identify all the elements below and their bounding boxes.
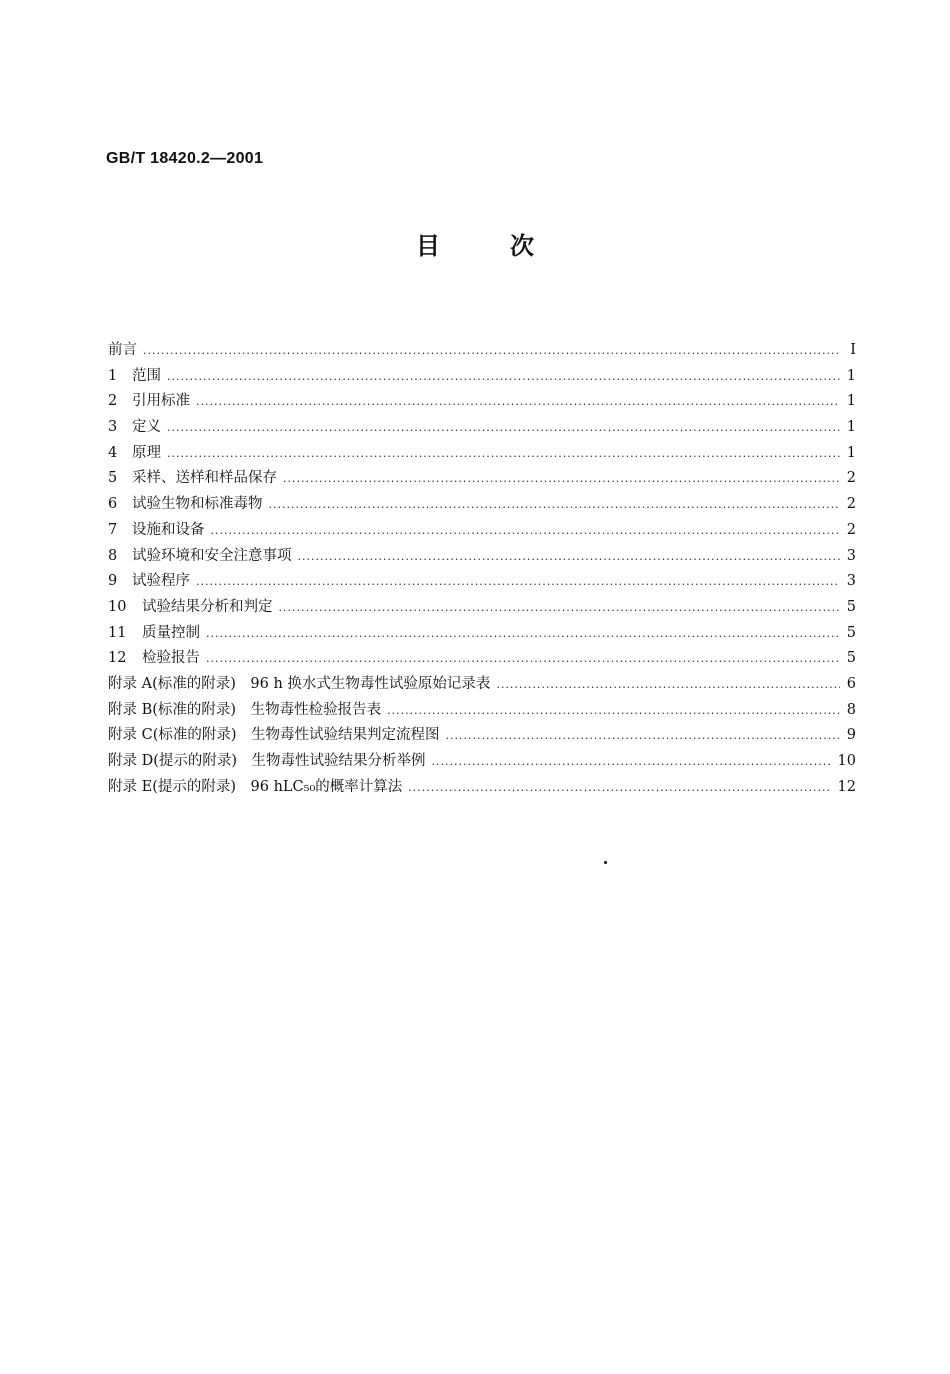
toc-page: 1	[846, 393, 856, 410]
toc-page: 5	[846, 650, 856, 667]
toc-page: 5	[846, 598, 856, 615]
toc-entry-12[interactable]	[108, 646, 856, 672]
toc-number: 2	[108, 393, 118, 410]
toc-page: 9	[846, 727, 856, 744]
toc-label: 范围	[132, 367, 161, 384]
toc-leader	[408, 781, 831, 794]
toc-entry-5[interactable]	[108, 466, 856, 492]
toc-number: 9	[108, 573, 118, 590]
toc-page: 1	[846, 367, 856, 384]
toc-leader	[446, 729, 840, 742]
toc-label: 附录 D(提示的附录) 生物毒性试验结果分析举例	[108, 753, 426, 769]
toc-entry-foreword[interactable]	[108, 338, 856, 364]
toc-entry-appendix-b[interactable]	[108, 698, 856, 724]
toc-entry-6[interactable]	[108, 492, 856, 518]
toc-leader	[387, 704, 840, 717]
toc-entry-1[interactable]	[108, 364, 856, 390]
toc-label: 附录 B(标准的附录) 生物毒性检验报告表	[108, 701, 382, 718]
toc-entry-7[interactable]	[108, 518, 856, 544]
toc-entry-4[interactable]	[108, 441, 856, 467]
toc-label: 附录 A(标准的附录) 96 h 换水式生物毒性试验原始记录表	[108, 675, 491, 692]
toc-page: 8	[846, 701, 856, 718]
toc-leader	[279, 601, 841, 614]
page-title: 目次	[416, 231, 604, 260]
toc-leader	[269, 498, 841, 511]
toc-leader	[167, 421, 840, 434]
toc-page: 1	[846, 444, 856, 461]
toc-page: 12	[837, 778, 856, 795]
toc-label: 设施和设备	[132, 521, 205, 538]
toc-leader	[211, 524, 841, 537]
toc-entry-10[interactable]	[108, 595, 856, 621]
toc-entry-appendix-e[interactable]	[108, 775, 856, 801]
toc-leader	[167, 370, 840, 383]
toc-page: I	[850, 342, 856, 358]
toc-page: 3	[846, 573, 856, 590]
toc-page: 2	[846, 521, 856, 538]
toc-number: 10	[108, 598, 127, 615]
scan-speck	[604, 861, 607, 864]
toc-entry-2[interactable]	[108, 389, 856, 415]
toc-leader	[206, 627, 840, 640]
toc-label: 质量控制	[142, 624, 200, 641]
toc-label: 前言	[108, 342, 137, 358]
toc-label: 原理	[132, 444, 161, 461]
toc-page: 10	[837, 753, 856, 769]
toc-number: 8	[108, 547, 118, 564]
toc-label: 试验程序	[132, 573, 190, 590]
toc-page: 3	[846, 547, 856, 564]
toc-label: 检验报告	[142, 650, 200, 667]
toc-leader	[283, 472, 840, 485]
toc-label: 试验环境和安全注意事项	[132, 547, 292, 564]
toc-leader	[196, 395, 840, 408]
table-of-contents	[108, 338, 856, 800]
toc-label: 引用标准	[132, 393, 190, 410]
toc-leader	[496, 678, 840, 691]
toc-page: 5	[846, 624, 856, 641]
toc-leader	[432, 755, 832, 768]
toc-number: 11	[108, 624, 127, 641]
toc-label: 附录 C(标准的附录) 生物毒性试验结果判定流程图	[108, 727, 440, 744]
toc-entry-11[interactable]	[108, 621, 856, 647]
toc-number: 4	[108, 444, 118, 461]
toc-page: 1	[846, 419, 856, 436]
toc-label: 试验生物和标准毒物	[132, 496, 263, 513]
toc-entry-appendix-c[interactable]	[108, 723, 856, 749]
toc-label: 定义	[132, 419, 161, 436]
toc-number: 7	[108, 521, 118, 538]
toc-leader	[167, 447, 840, 460]
toc-entry-8[interactable]	[108, 544, 856, 570]
toc-page: 6	[846, 675, 856, 692]
toc-leader	[196, 575, 840, 588]
toc-leader	[206, 652, 840, 665]
toc-entry-3[interactable]	[108, 415, 856, 441]
toc-entry-9[interactable]	[108, 569, 856, 595]
toc-label: 试验结果分析和判定	[142, 598, 273, 615]
standard-code: GB/T 18420.2—2001	[106, 150, 264, 167]
toc-number: 6	[108, 496, 118, 513]
toc-number: 5	[108, 470, 118, 487]
toc-leader	[143, 344, 840, 357]
toc-label: 采样、送样和样品保存	[132, 470, 277, 487]
toc-leader	[298, 550, 841, 563]
toc-number: 3	[108, 419, 118, 436]
toc-number: 12	[108, 650, 127, 667]
toc-entry-appendix-a[interactable]	[108, 672, 856, 698]
toc-number: 1	[108, 367, 118, 384]
toc-label: 附录 E(提示的附录) 96 hLC₅₀的概率计算法	[108, 778, 403, 795]
toc-page: 2	[846, 470, 856, 487]
toc-page: 2	[846, 496, 856, 513]
toc-entry-appendix-d[interactable]	[108, 749, 856, 775]
